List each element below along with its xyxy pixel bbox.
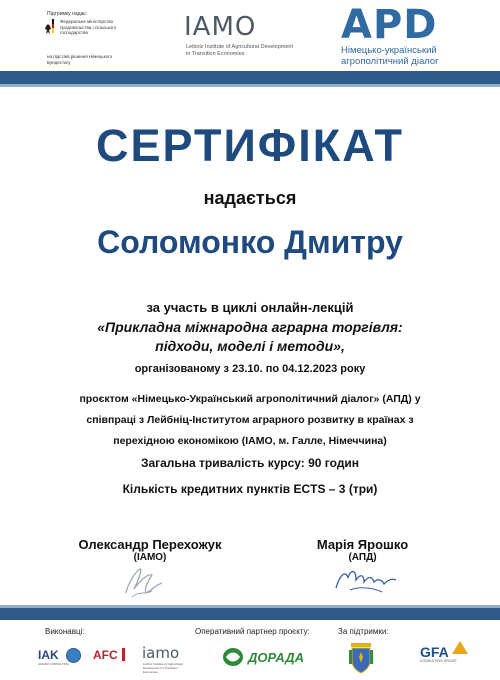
gfa-subtitle: CONSULTING GROUP [420, 659, 457, 663]
support-label: За підтримки: [338, 627, 389, 636]
apd-full-name: Німецько-український агрополітичний діалог [341, 45, 439, 67]
bottom-band [0, 608, 500, 620]
iamo-small-logo: iamo [142, 644, 180, 662]
signatory-name: Олександр Перехожук [78, 537, 222, 552]
german-flag-icon [52, 19, 54, 33]
awarded-label: надається [203, 188, 297, 208]
afc-bar-icon [122, 648, 125, 661]
signatory-name: Марія Ярошко [316, 537, 409, 552]
gfa-triangle-icon [452, 641, 468, 654]
dorada-text: ДОРАДА [248, 650, 304, 665]
ects-credits: Кількість кредитних пунктів ECTS – 3 (три) [122, 482, 378, 496]
bundestag-note: на підставі рішення Німецького Бундестагу [47, 54, 113, 65]
course-dates: організованому з 23.10. по 04.12.2023 року [134, 363, 366, 375]
signature-image [118, 563, 168, 606]
organizer-description: проєктом «Німецько-Український агрополітичний діалог» (АПД) у співпраці з Лейбніц-Інститутом аграрного розвитку в країнах з перехідною економікою (IAMO, м. Галле, Німеччина) [79, 393, 421, 447]
certificate-title: СЕРТИФІКАТ [96, 120, 404, 171]
supported-by-label: Підтримку надає: [47, 11, 88, 17]
afc-logo: AFC [93, 648, 118, 662]
iamo-logo: IAMO [184, 12, 257, 42]
globe-icon [66, 648, 81, 663]
iamo-small-subtitle: Leibniz Institute of Agricultural Development in Transition Economies [143, 662, 183, 674]
signatory-org: (АПД) [348, 552, 377, 563]
participation-text: за участь в циклі онлайн-лекцій [146, 300, 354, 315]
top-band-accent [0, 84, 500, 87]
top-band [0, 71, 500, 84]
recipient-name: Соломонко Дмитру [97, 224, 403, 260]
gfa-logo: GFA [420, 644, 449, 660]
course-title: «Прикладна міжнародна аграрна торгівля: підходи, моделі і методи», [97, 319, 403, 354]
coat-of-arms-icon [349, 641, 373, 674]
signatory-org: (IAMO) [133, 552, 167, 563]
partner-label: Оперативний партнер проєкту: [195, 627, 310, 636]
course-duration: Загальна тривалість курсу: 90 годин [140, 456, 360, 470]
dorada-logo [222, 645, 312, 669]
apd-logo: APD [341, 2, 438, 48]
iak-logo: IAK [38, 648, 59, 662]
signature-image [330, 560, 410, 605]
iamo-full-name: Leibniz Institute of Agricultural Development in Transition Economies [186, 44, 294, 57]
executors-label: Виконавці: [45, 627, 85, 636]
ministry-name: Федеральне міністерство продовольства і сільського господарства [60, 19, 117, 35]
iak-subtitle: AGRAR CONSULTING [38, 662, 69, 666]
federal-eagle-icon [45, 21, 51, 31]
